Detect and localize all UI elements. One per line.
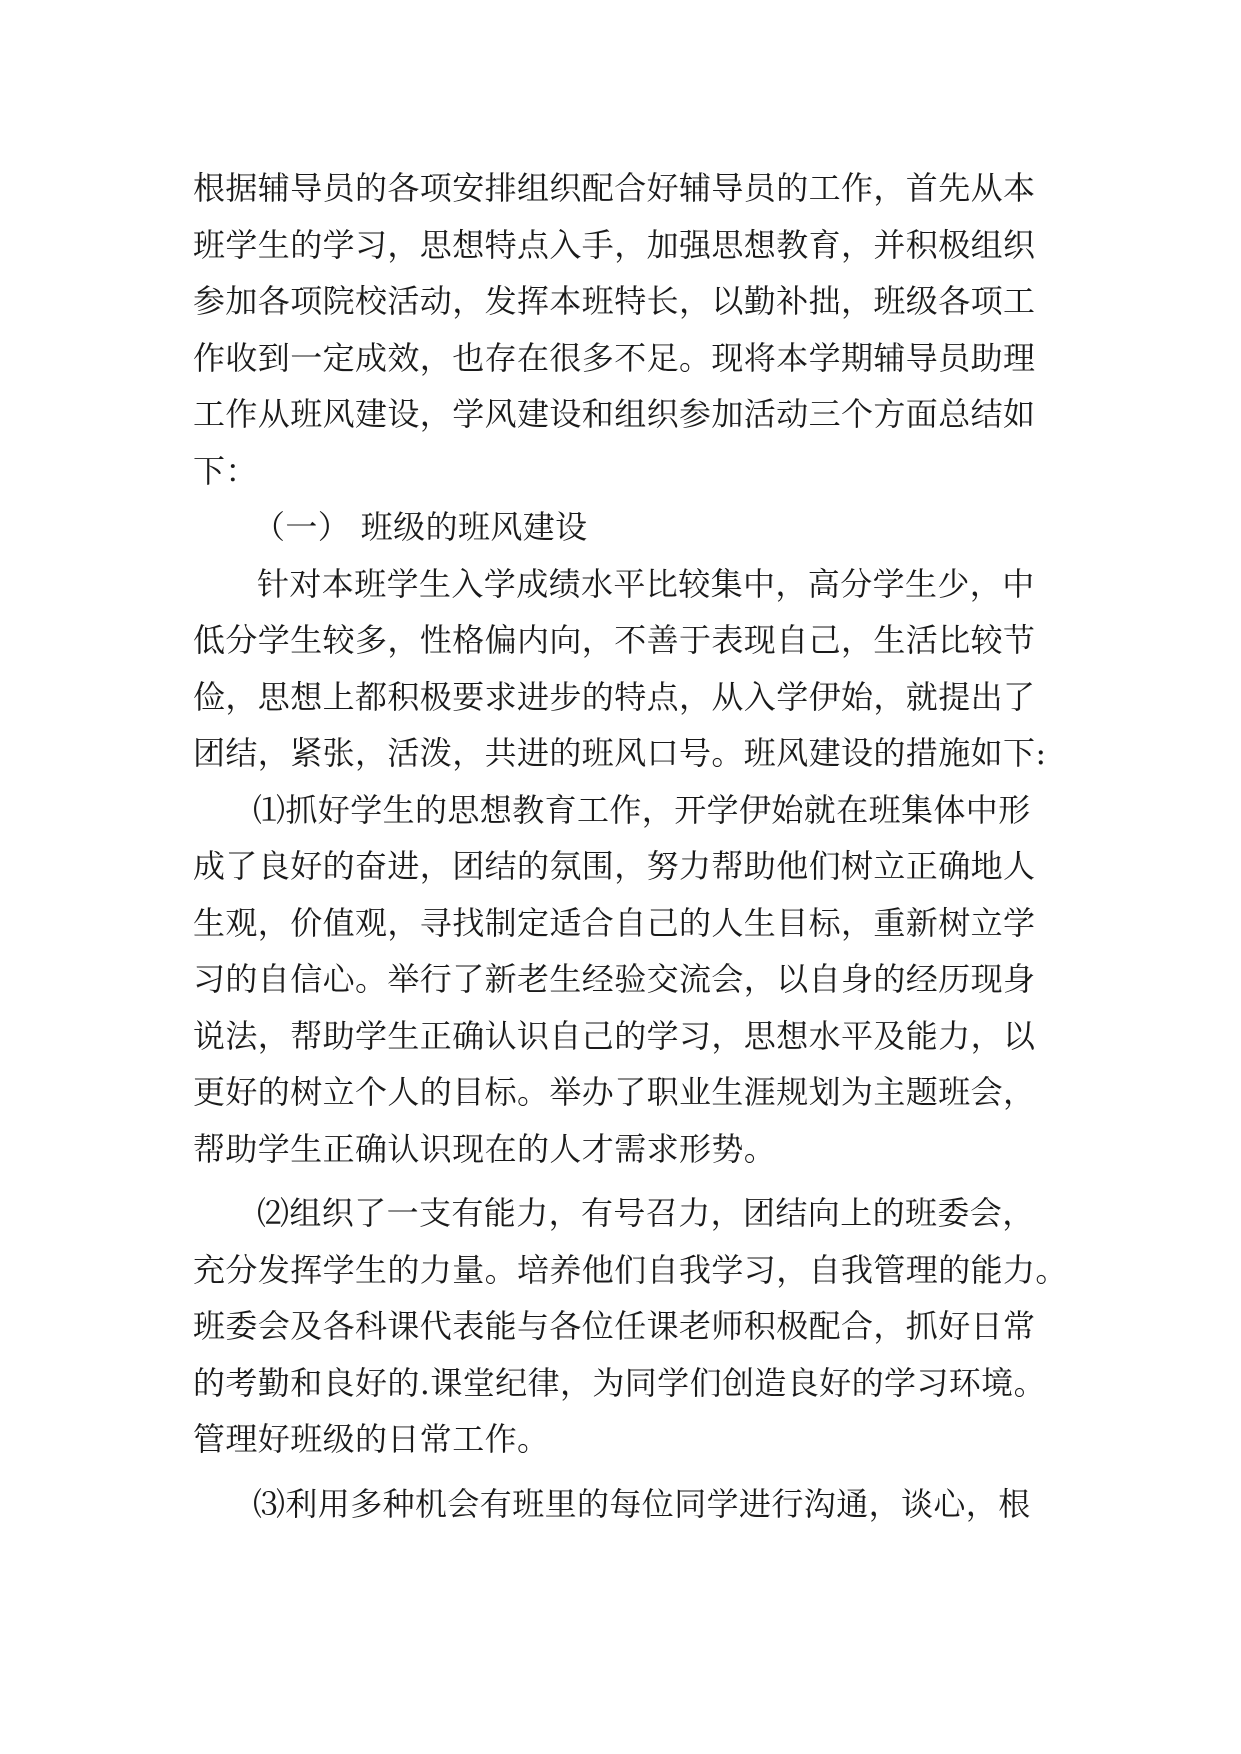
- text-line: 作收到一定成效，也存在很多不足。现将本学期辅导员助理: [193, 338, 1036, 377]
- section-heading: （一） 班级的班风建设: [253, 508, 588, 546]
- text-line: ⑶利用多种机会有班里的每位同学进行沟通，谈心，根: [253, 1484, 1031, 1523]
- text-line: 的考勤和良好的.课堂纪律，为同学们创造良好的学习环境。: [193, 1363, 1046, 1402]
- text-line: 针对本班学生入学成绩水平比较集中，高分学生少，中: [257, 564, 1035, 603]
- paragraph-gap: [193, 1177, 1053, 1185]
- paragraph-gap: [193, 1468, 1053, 1476]
- text-line: ⑴抓好学生的思想教育工作，开学伊始就在班集体中形: [253, 790, 1031, 829]
- text-line: 根据辅导员的各项安排组织配合好辅导员的工作，首先从本: [193, 169, 1036, 207]
- list-item-1: [193, 782, 1053, 1178]
- text-line: 班委会及各科课代表能与各位任课老师积极配合，抓好日常: [193, 1307, 1036, 1345]
- text-line: 生观，价值观，寻找制定适合自己的人生目标，重新树立学: [193, 903, 1036, 942]
- paragraph-class-style: [193, 556, 1053, 782]
- text-line: 管理好班级的日常工作。: [193, 1420, 550, 1458]
- text-line: 帮助学生正确认识现在的人才需求形势。: [193, 1129, 777, 1168]
- list-item-3: [193, 1476, 1053, 1533]
- text-line: 工作从班风建设，学风建设和组织参加活动三个方面总结如: [193, 395, 1036, 433]
- text-line: 更好的树立个人的目标。举办了职业生涯规划为主题班会，: [193, 1073, 1036, 1111]
- text-line: 下：: [193, 451, 258, 490]
- text-line: 班学生的学习，思想特点入手，加强思想教育，并积极组织: [193, 225, 1036, 264]
- text-line: 成了良好的奋进，团结的氛围，努力帮助他们树立正确地人: [193, 847, 1036, 885]
- text-line: 说法，帮助学生正确认识自己的学习，思想水平及能力，以: [193, 1016, 1036, 1055]
- text-line: 充分发挥学生的力量。培养他们自我学习，自我管理的能力。: [193, 1250, 1068, 1289]
- text-line: 团结，紧张，活泼，共进的班风口号。班风建设的措施如下:: [193, 734, 1047, 772]
- intro-paragraph: [193, 160, 1053, 499]
- text-line: ⑵组织了一支有能力，有号召力，团结向上的班委会，: [257, 1194, 1035, 1232]
- document-body: [193, 160, 1068, 1532]
- text-line: 低分学生较多，性格偏内向，不善于表现自己，生活比较节: [193, 621, 1036, 659]
- text-line: 俭，思想上都积极要求进步的特点，从入学伊始，就提出了: [193, 677, 1036, 716]
- text-line: 习的自信心。举行了新老生经验交流会，以自身的经历现身: [193, 960, 1036, 998]
- text-line: 参加各项院校活动，发挥本班特长，以勤补拙，班级各项工: [193, 282, 1036, 320]
- list-item-2: [193, 1185, 1068, 1468]
